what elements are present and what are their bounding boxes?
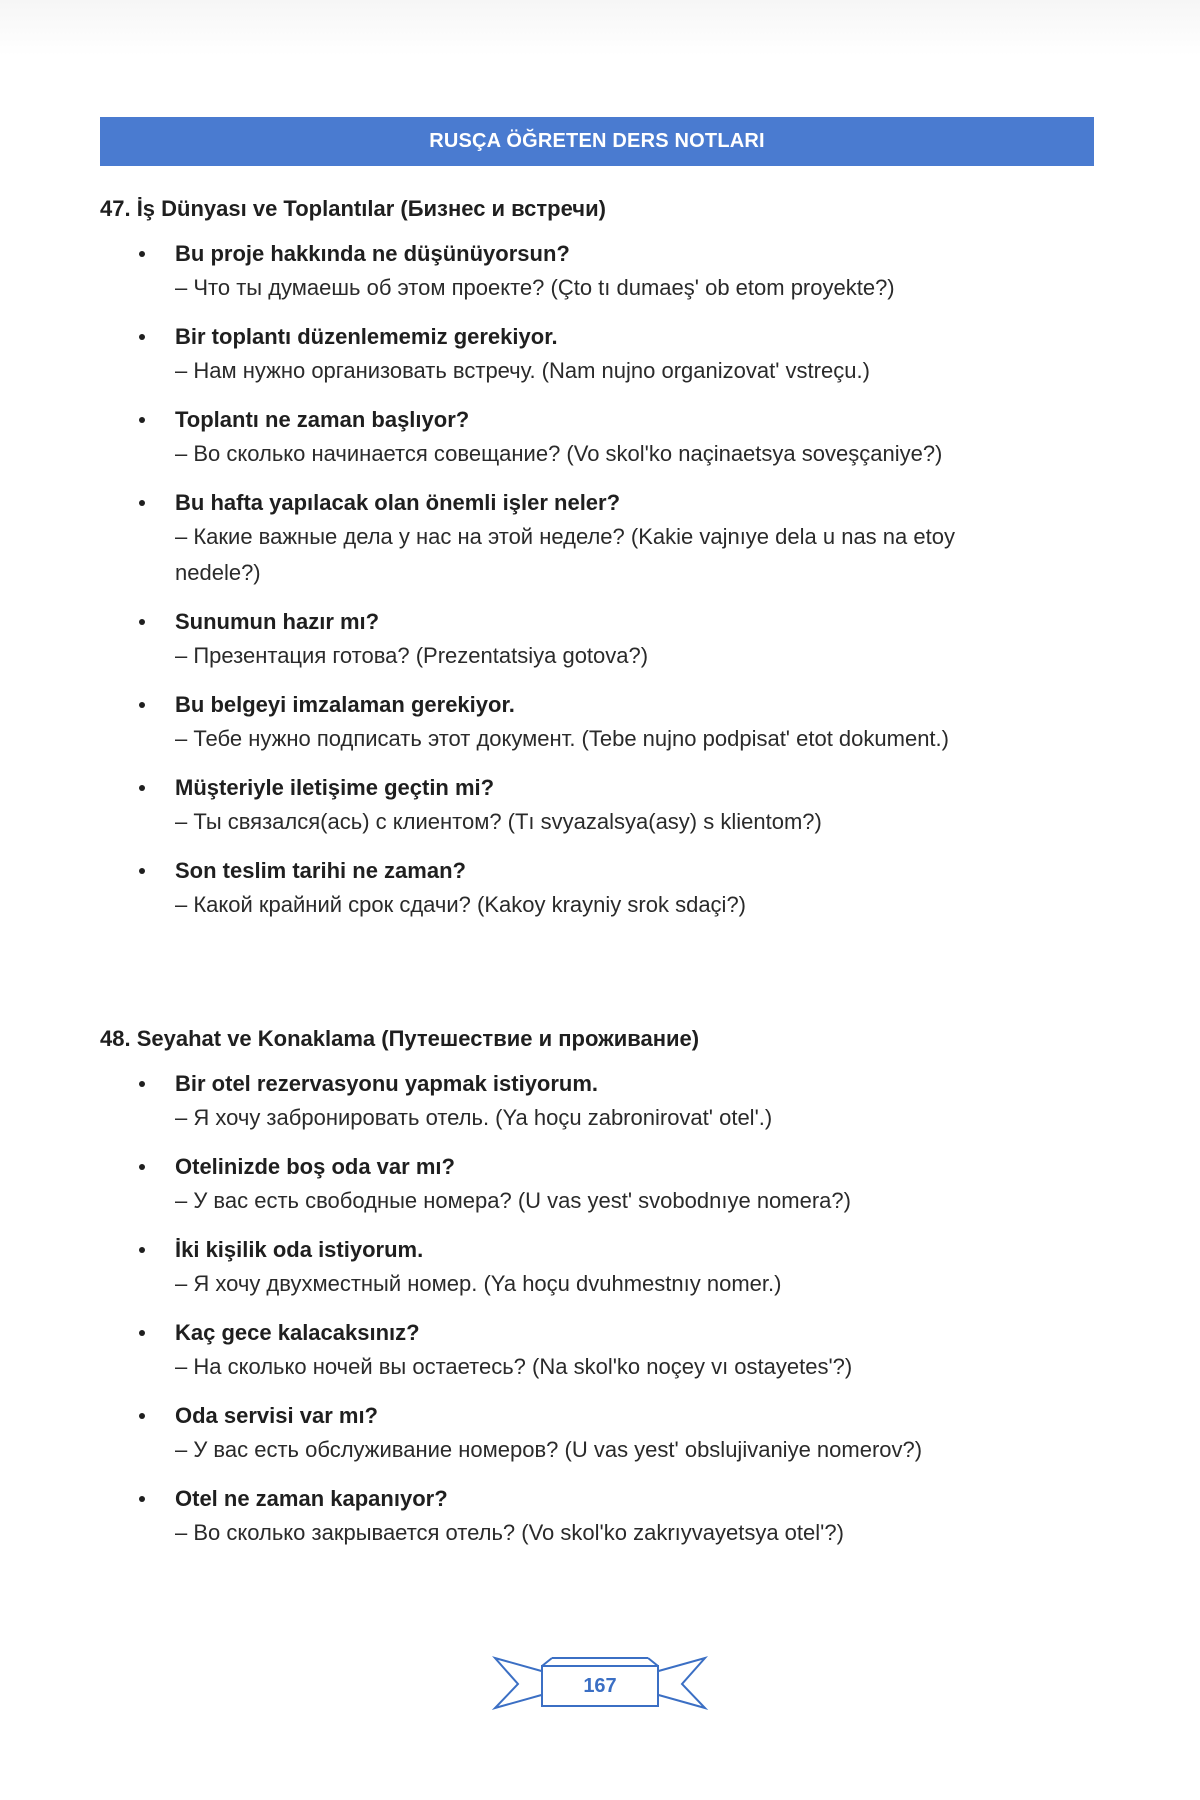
bullet-icon [139, 251, 145, 257]
bullet-icon [139, 785, 145, 791]
turkish-phrase: Son teslim tarihi ne zaman? [175, 858, 466, 883]
russian-translation: – У вас есть обслуживание номеров? (U vas yest' obslujivaniye nomerov?) [175, 1437, 923, 1462]
bullet-icon [139, 1330, 145, 1336]
turkish-phrase: Otelinizde boş oda var mı? [175, 1154, 455, 1179]
header-title: RUSÇA ÖĞRETEN DERS NOTLARI [429, 130, 765, 152]
list-item [100, 321, 1094, 389]
list-item [100, 1151, 1094, 1219]
russian-translation: – Тебе нужно подписать этот документ. (Tebe nujno podpisat' etot dokument.) [175, 726, 949, 751]
russian-translation: – Во сколько закрывается отель? (Vo skol'ko zakrıyvayetsya otel'?) [175, 1520, 844, 1545]
russian-translation: – Какой крайний срок сдачи? (Kakoy krayniy srok sdaçi?) [175, 892, 747, 917]
list-item [100, 1317, 1094, 1385]
turkish-phrase: Kaç gece kalacaksınız? [175, 1320, 420, 1345]
list-item [100, 689, 1094, 757]
russian-translation: – Я хочу забронировать отель. (Ya hoçu zabronirovat' otel'.) [175, 1105, 773, 1130]
turkish-phrase: İki kişilik oda istiyorum. [175, 1237, 424, 1262]
bullet-icon [139, 868, 145, 874]
section-title: 47. İş Dünyası ve Toplantılar (Бизнес и встречи) [100, 196, 606, 221]
bullet-icon [139, 417, 145, 423]
top-shade [0, 0, 1200, 56]
bullet-icon [139, 1081, 145, 1087]
list-item [100, 1400, 1094, 1468]
bullet-icon [139, 500, 145, 506]
turkish-phrase: Müşteriyle iletişime geçtin mi? [175, 775, 495, 800]
list-item [100, 772, 1094, 840]
russian-translation: – Какие важные дела у нас на этой неделе? (Kakie vajnıye dela u nas na etoy nedele?) [175, 524, 955, 585]
russian-translation: – Что ты думаешь об этом проекте? (Çto tı dumaeş' ob etom proyekte?) [175, 275, 895, 300]
list-item [100, 238, 1094, 306]
russian-translation: – На сколько ночей вы остаетесь? (Na skol'ko noçey vı ostayetes'?) [175, 1354, 853, 1379]
list-item [100, 1483, 1094, 1551]
turkish-phrase: Bir otel rezervasyonu yapmak istiyorum. [175, 1071, 599, 1096]
russian-translation: – У вас есть свободные номера? (U vas yest' svobodnıye nomera?) [175, 1188, 851, 1213]
list-item [100, 606, 1094, 674]
russian-translation: – Во сколько начинается совещание? (Vo skol'ko naçinaetsya soveşçaniye?) [175, 441, 943, 466]
list-item [100, 1068, 1094, 1136]
list-item [100, 487, 1094, 591]
phrase-list [100, 1068, 1094, 1551]
header-banner [100, 117, 1094, 166]
turkish-phrase: Oda servisi var mı? [175, 1403, 378, 1428]
list-item [100, 404, 1094, 472]
phrase-list [100, 238, 1094, 923]
bullet-icon [139, 702, 145, 708]
list-item [100, 1234, 1094, 1302]
section-48 [100, 1024, 1094, 1566]
page-number-ribbon [490, 1650, 710, 1720]
turkish-phrase: Bu belgeyi imzalaman gerekiyor. [175, 692, 515, 717]
section-47 [100, 194, 1094, 938]
section-title: 48. Seyahat ve Konaklama (Путешествие и проживание) [100, 1026, 700, 1051]
turkish-phrase: Bir toplantı düzenlememiz gerekiyor. [175, 324, 558, 349]
turkish-phrase: Bu hafta yapılacak olan önemli işler neler? [175, 490, 621, 515]
turkish-phrase: Otel ne zaman kapanıyor? [175, 1486, 448, 1511]
russian-translation: – Ты связался(ась) с клиентом? (Tı svyazalsya(asy) s klientom?) [175, 809, 822, 834]
list-item [100, 855, 1094, 923]
turkish-phrase: Toplantı ne zaman başlıyor? [175, 407, 470, 432]
turkish-phrase: Bu proje hakkında ne düşünüyorsun? [175, 241, 570, 266]
russian-translation: – Презентация готова? (Prezentatsiya gotova?) [175, 643, 649, 668]
bullet-icon [139, 1413, 145, 1419]
bullet-icon [139, 1247, 145, 1253]
bullet-icon [139, 619, 145, 625]
russian-translation: – Я хочу двухместный номер. (Ya hoçu dvuhmestnıy nomer.) [175, 1271, 782, 1296]
page-number: 167 [583, 1675, 617, 1697]
turkish-phrase: Sunumun hazır mı? [175, 609, 380, 634]
bullet-icon [139, 1164, 145, 1170]
bullet-icon [139, 334, 145, 340]
bullet-icon [139, 1496, 145, 1502]
russian-translation: – Нам нужно организовать встречу. (Nam nujno organizovat' vstreçu.) [175, 358, 870, 383]
